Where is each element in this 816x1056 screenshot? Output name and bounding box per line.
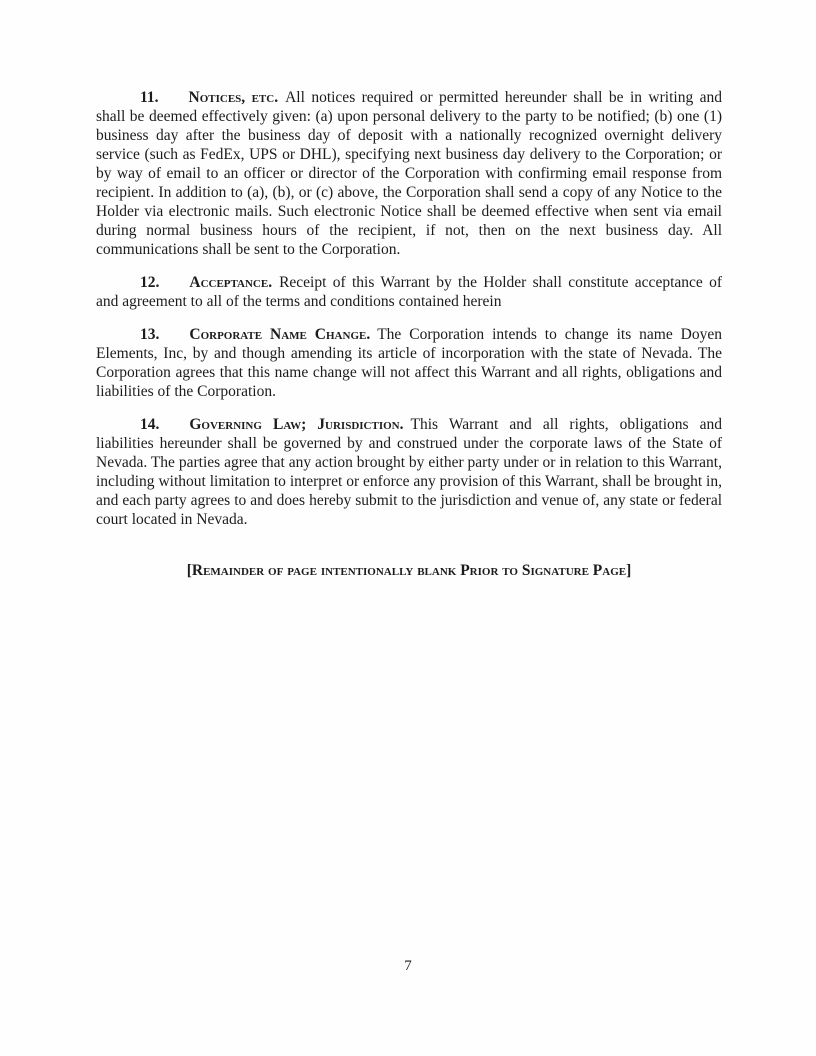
- paragraph-heading: Notices, etc.: [188, 89, 279, 106]
- paragraph-body: The Corporation intends to change its name Doyen Elements, Inc, by and though amending its article of incorporation with the state of Nevada. The Corporation agrees that this name change will not affect this Warrant and all rights, obligations and liabilities of the Corporation.: [96, 326, 722, 400]
- paragraph-heading: Corporate Name Change.: [189, 326, 371, 343]
- paragraph-number: 12.: [140, 274, 160, 291]
- paragraph-number: 11.: [140, 89, 159, 106]
- paragraph-number: 13.: [140, 326, 160, 343]
- remainder-of-page-note: [Remainder of page intentionally blank Prior to Signature Page]: [186, 562, 632, 579]
- paragraph-heading: Acceptance.: [189, 274, 273, 291]
- document-body: [96, 88, 722, 580]
- paragraph-heading: Governing Law; Jurisdiction.: [189, 416, 404, 433]
- page-number: 7: [404, 958, 412, 974]
- paragraph-body: This Warrant and all rights, obligations and liabilities hereunder shall be governed by and construed under the corporate laws of the State of Nevada. The parties agree that any action brought by either party under or in relation to this Warrant, including without limitation to interpret or enforce any provision of this Warrant, shall be brought in, and each party agrees to and does hereby submit to the jurisdiction and venue of, any state or federal court located in Nevada.: [96, 416, 723, 528]
- paragraph-body: Receipt of this Warrant by the Holder shall constitute acceptance of and agreement to all of the terms and conditions contained herein: [96, 274, 722, 310]
- paragraph-number: 14.: [140, 416, 160, 433]
- paragraph-body: All notices required or permitted hereunder shall be in writing and shall be deemed effectively given: (a) upon personal delivery to the party to be notified; (b) one (1) business day after the business day of deposit with a nationally recognized overnight delivery service (such as FedEx, UPS or DHL), specifying next business day delivery to the Corporation; or by way of email to an officer or director of the Corporation with confirming email response from recipient. In addition to (a), (b), or (c) above, the Corporation shall send a copy of any Notice to the Holder via electronic mails. Such electronic Notice shall be deemed effective when sent via email during normal business hours of the recipient, if not, then on the next business day. All communications shall be sent to the Corporation.: [96, 89, 723, 258]
- paragraph-14: [96, 415, 722, 529]
- paragraph-11: [96, 88, 722, 259]
- paragraph-12: [96, 273, 722, 311]
- paragraph-13: [96, 325, 722, 401]
